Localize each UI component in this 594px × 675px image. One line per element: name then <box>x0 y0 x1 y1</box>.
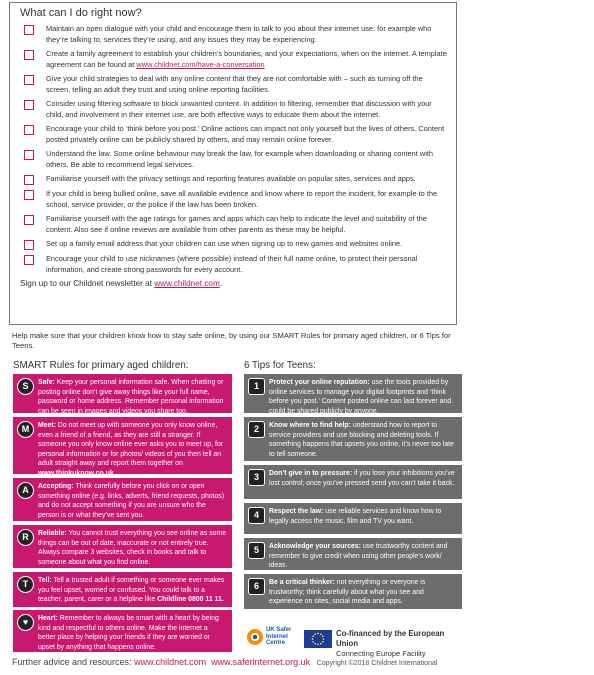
teen-tip-card <box>244 465 462 499</box>
eu-star <box>320 643 322 645</box>
intro-text: Help make sure that your children know how to stay safe online, by using our SMART Rules for primary aged children, or 6 Tips for Teens. <box>12 331 451 350</box>
smart-rule-body: You cannot trust everything you see online as some things can be out of date, inaccurate or not entirely true. Always compare 3 websites, check in books and talk to someone about what you find online. <box>38 530 227 566</box>
teen-tip-title: Protect your online reputation: <box>269 379 370 386</box>
checklist-item-text <box>46 188 448 210</box>
smart-rule-title: Accepting: <box>38 483 74 490</box>
newsletter-signup <box>20 279 448 288</box>
teen-tip-text <box>269 542 457 571</box>
copyright: Copyright ©2018 Childnet International <box>316 660 438 667</box>
eu-star <box>322 635 324 637</box>
checklist-item <box>20 148 448 170</box>
tip-number-badge: 4 <box>248 507 265 524</box>
smart-rule-body: Remember to always be smart with a heart by being kind and respectful to others online. Make the internet a better place by helping your friends if they are worried or upset by anything that happens online. <box>38 615 219 651</box>
teen-tip-title: Respect the law: <box>269 508 324 515</box>
smart-rule-body: Do not meet up with someone you only know online, even a friend of a friend, as they are still a stranger. If someone you only know online ever asks you to meet up, for personal information or for photos/ videos of you then tell an adult straight away and report them together on <box>38 422 224 468</box>
smart-letter-badge: T <box>17 576 34 593</box>
item-text: If your child is being bullied online, save all available evidence and know where to report the incident, for example to the school, service provider, or the police if the law has been broken. <box>46 189 438 209</box>
teen-tip-title: Acknowledge your sources: <box>269 543 361 550</box>
checklist-item <box>20 188 448 210</box>
checklist-item-text <box>46 23 448 45</box>
checklist-title: What can I do right now? <box>20 7 142 19</box>
checkbox[interactable] <box>24 175 34 185</box>
checklist-item-text <box>46 213 448 235</box>
tip-number-badge: 3 <box>248 469 265 486</box>
teen-tip-text <box>269 507 457 526</box>
smart-rule-text <box>38 482 227 520</box>
checklist-box <box>9 2 457 325</box>
checkbox[interactable] <box>24 50 34 60</box>
checklist-item <box>20 213 448 235</box>
checklist-item <box>20 98 448 120</box>
item-text: Set up a family email address that your children can use when signing up to new games and websites online. <box>46 239 403 248</box>
newsletter-link[interactable]: www.childnet.com <box>154 279 220 288</box>
eu-flag-icon <box>304 630 332 648</box>
smart-rule-title: Reliable: <box>38 530 67 537</box>
smart-rule-text <box>38 614 227 652</box>
smart-rule-card <box>13 417 232 477</box>
teen-tip-title: Don’t give in to pressure: <box>269 470 353 477</box>
eu-subtitle: Connecting Europe Facility <box>336 649 426 658</box>
checkbox[interactable] <box>24 75 34 85</box>
eu-star <box>314 633 316 635</box>
smart-heading: SMART Rules for primary aged children: <box>13 360 189 371</box>
checklist-item <box>20 23 448 45</box>
uk-sic-text: UK Safer Internet Centre <box>266 627 292 646</box>
smart-rule-text <box>38 529 227 567</box>
checklist-item-text <box>46 73 448 95</box>
teen-tip-text <box>269 469 457 488</box>
smart-letter-badge: A <box>17 482 34 499</box>
smart-rule-text <box>38 576 227 605</box>
item-text: Create a family agreement to establish your children’s boundaries, and your expectations, when on the internet. A template agreement can be found at <box>46 49 447 69</box>
checkbox[interactable] <box>24 25 34 35</box>
checkbox[interactable] <box>24 215 34 225</box>
teen-tip-body: use the tools provided by online services to manage your digital footprints and ‘think before you post.’ Content posted online can last forever and could be shared publicly by anyone. <box>269 379 452 415</box>
teen-tip-body: if you lose your inhibitions you’ve lost control; once you’ve pressed send you can’t take it back. <box>269 470 455 487</box>
item-text: Familiarise yourself with the age ratings for games and apps which can help to indicate the level and suitability of the content. Also see if online reviews are available from other parents as these may be helpful. <box>46 214 427 234</box>
smart-letter-badge: S <box>17 378 34 395</box>
checklist-item-text <box>46 98 448 120</box>
checklist-item-text <box>46 253 448 275</box>
smart-rule-body: Keep your personal information safe. When chatting or posting online don’t give away things like your full name, password or home address. Remember personal information can be seen in images and videos you share too. <box>38 379 224 415</box>
smart-rule-card <box>13 525 232 568</box>
checklist-item-text <box>46 173 416 184</box>
teen-tip-body: not everything or everyone is trustworthy; think carefully about what you see and experience on sites, social media and apps. <box>269 579 426 606</box>
smart-rule-text <box>38 421 227 479</box>
item-text: Understand the law. Some online behaviour may break the law, for example when downloading or sharing content with others. Be able to recommend legal services. <box>46 149 434 169</box>
checkbox[interactable] <box>24 100 34 110</box>
smart-rule-title: Heart: <box>38 615 58 622</box>
tip-number-badge: 5 <box>248 542 265 559</box>
smart-rule-title: Safe: <box>38 379 55 386</box>
checkbox[interactable] <box>24 190 34 200</box>
eu-star <box>317 644 319 646</box>
item-text: Consider using filtering software to block unwanted content. In addition to filtering, remember that discussion with your child, and involvement in their internet use, are both effective ways to educate them about the internet. <box>46 99 432 119</box>
item-link[interactable]: www.childnet.com/have-a-conversation <box>136 60 265 69</box>
footer-label: Further advice and resources: <box>12 657 132 667</box>
teen-tip-title: Be a critical thinker: <box>269 579 335 586</box>
teen-tip-card <box>244 503 462 534</box>
logos-row <box>244 626 464 658</box>
eu-star <box>317 633 319 635</box>
eu-star <box>320 633 322 635</box>
teen-tip-body: understand how to report to service providers and use blocking and deleting tools. If something happens that upsets you online, it’s never too late to tell someone. <box>269 422 454 458</box>
teen-tip-body: use trustworthy content and remember to give credit when using other people’s work/ ideas. <box>269 543 448 570</box>
teen-tip-card <box>244 374 462 413</box>
checklist-item <box>20 73 448 95</box>
smart-letter-badge: R <box>17 529 34 546</box>
eu-star <box>314 643 316 645</box>
smart-rule-emphasis: www.thinkuknow.co.uk <box>38 469 114 477</box>
checklist-item <box>20 123 448 145</box>
tips-heading: 6 Tips for Teens: <box>244 360 316 371</box>
smart-rule-body: Tell a trusted adult if something or someone ever makes you feel upset, worried or confused. You could talk to a teacher, parent, carer or a helpline like <box>38 577 225 604</box>
teen-tip-card <box>244 417 462 461</box>
footer-link-childnet[interactable]: www.childnet.com <box>134 657 207 667</box>
checklist-item <box>20 173 448 185</box>
checkbox[interactable] <box>24 240 34 250</box>
eu-star <box>322 641 324 643</box>
item-text: Maintain an open dialogue with your child and encourage them to talk to you about their internet use: for example who they’re talking to, services they’re using, and any issues they may be experiencing. <box>46 24 432 44</box>
smart-rule-title: Meet: <box>38 422 56 429</box>
checkbox[interactable] <box>24 150 34 160</box>
smart-rule-text <box>38 378 227 416</box>
eu-star <box>312 635 314 637</box>
signup-text: Sign up to our Childnet newsletter at <box>20 279 155 288</box>
teen-tip-card <box>244 538 462 570</box>
teen-tip-text <box>269 378 457 416</box>
checklist-item-text <box>46 148 448 170</box>
footer <box>12 657 482 667</box>
uk-safer-internet-logo <box>244 626 300 652</box>
checklist-item-text <box>46 48 448 70</box>
checklist-item-text <box>46 123 448 145</box>
eu-star <box>312 638 314 640</box>
checklist-item <box>20 48 448 70</box>
smart-rule-card <box>13 572 232 607</box>
checklist-item-text <box>46 238 402 249</box>
smart-rule-card <box>13 610 232 652</box>
checkbox[interactable] <box>24 255 34 265</box>
eu-star <box>312 641 314 643</box>
smart-rule-card <box>13 478 232 521</box>
eu-title: Co-financed by the European Union <box>336 629 445 648</box>
tip-number-badge: 1 <box>248 378 265 395</box>
teen-tip-text <box>269 421 457 459</box>
smart-rule-title: Tell: <box>38 577 52 584</box>
tip-number-badge: 6 <box>248 578 265 595</box>
heart-icon: ♥ <box>17 614 34 631</box>
item-text: Familiarise yourself with the privacy settings and reporting features available on popular sites, services and apps. <box>46 174 416 183</box>
smart-letter-badge: M <box>17 421 34 438</box>
eu-star <box>323 638 325 640</box>
smart-rule-emphasis: Childline 0800 11 11. <box>157 596 224 604</box>
checklist-items <box>20 23 448 275</box>
smart-rule-body: Think carefully before you click on or open something online (e.g. links, adverts, friend requests, photos) and do not accept something if you are unsure who the person is or what they’ve sent you. <box>38 483 225 519</box>
footer-link-saferinternet[interactable]: www.saferinternet.org.uk <box>211 657 311 667</box>
uk-sic-icon <box>246 628 264 646</box>
smart-rule-card <box>13 374 232 413</box>
checklist-item <box>20 253 448 275</box>
checklist-item <box>20 238 448 250</box>
item-text: Give your child strategies to deal with any online content that they are not comfortable with – such as turning off the screen, telling an adult they trust and using online reporting facilities. <box>46 74 423 94</box>
eu-cofinanced-text <box>336 629 464 659</box>
teen-tip-card <box>244 574 462 609</box>
tip-number-badge: 2 <box>248 421 265 438</box>
teen-tip-text <box>269 578 457 607</box>
teen-tip-title: Know where to find help: <box>269 422 351 429</box>
checkbox[interactable] <box>24 125 34 135</box>
signup-end: . <box>219 279 223 288</box>
teen-tip-body: use reliable services and know how to legally access the music, film and TV you want. <box>269 508 442 525</box>
item-text: Encourage your child to use nicknames (where possible) instead of their full name online, to protect their personal information, and create strong passwords for every account. <box>46 254 418 274</box>
item-text: Encourage your child to ‘think before you post.’ Online actions can impact not only yourself but the lives of others. Content posted privately online can be publicly shared by others, and may remain online forever. <box>46 124 445 144</box>
